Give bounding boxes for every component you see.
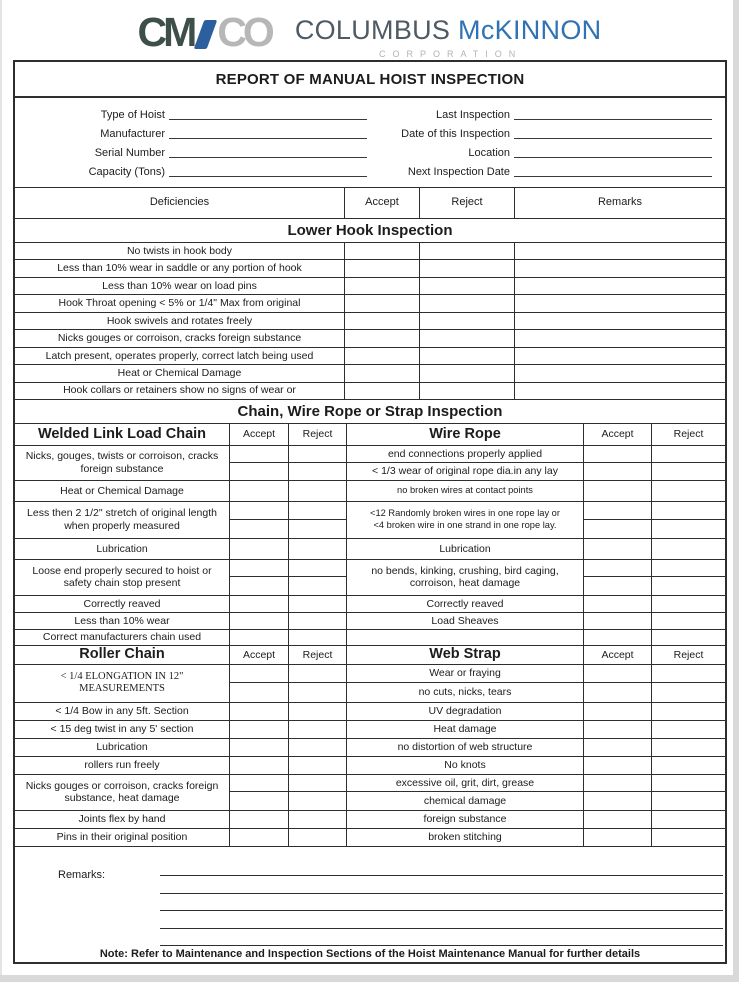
deficiency-line-2: <4 broken wire in one strand in one rope lay.	[373, 520, 557, 531]
remarks-cell[interactable]	[515, 243, 725, 259]
col-remarks: Remarks	[597, 196, 642, 209]
table-row	[15, 383, 725, 400]
brand-wordmark	[295, 10, 602, 59]
reject-cell[interactable]	[289, 446, 347, 463]
deficiency-label: Nicks, gouges, twists or corroison, cracks foreign substance	[15, 446, 230, 480]
deficiency-label: Correctly reaved	[347, 596, 584, 612]
accept-cell[interactable]	[584, 775, 652, 793]
accept-cell[interactable]	[584, 613, 652, 629]
remarks-line[interactable]	[160, 859, 723, 877]
reject-cell[interactable]	[420, 313, 515, 329]
table-row	[15, 278, 725, 295]
scan-edge-right	[733, 0, 739, 982]
deficiency-label	[347, 630, 584, 645]
deficiency-label: No knots	[347, 757, 584, 774]
deficiency-label	[15, 665, 230, 702]
table-band	[15, 811, 725, 829]
deficiency-label: Hook swivels and rotates freely	[15, 313, 345, 329]
remarks-line[interactable]	[160, 876, 723, 894]
accept-cell[interactable]	[345, 278, 420, 294]
accept-cell[interactable]	[230, 481, 289, 501]
reject-cell[interactable]	[652, 811, 725, 828]
accept-cell[interactable]	[584, 829, 652, 846]
reject-cell[interactable]	[420, 278, 515, 294]
table-band	[15, 630, 725, 646]
reject-cell[interactable]	[420, 295, 515, 311]
deficiency-label	[347, 502, 584, 538]
accept-cell[interactable]	[584, 792, 652, 810]
deficiency-label: Wear or fraying	[347, 665, 584, 684]
accept-cell[interactable]	[230, 502, 289, 520]
accept-cell[interactable]	[345, 260, 420, 276]
reject-cell[interactable]	[652, 502, 725, 520]
accept-cell[interactable]	[230, 739, 289, 756]
roller-table-header	[15, 646, 725, 665]
col-reject: Reject	[673, 428, 704, 441]
field-date-of-inspection[interactable]	[514, 126, 712, 139]
accept-cell[interactable]	[345, 295, 420, 311]
label-capacity: Capacity (Tons)	[88, 166, 165, 178]
reject-cell[interactable]	[420, 260, 515, 276]
reject-cell[interactable]	[289, 703, 347, 720]
table-row	[15, 365, 725, 382]
accept-cell[interactable]	[230, 811, 289, 828]
accept-cell[interactable]	[230, 792, 289, 810]
accept-cell[interactable]	[584, 539, 652, 559]
reject-cell[interactable]	[652, 739, 725, 756]
deficiency-label: no bends, kinking, crushing, bird caging, corroison, heat damage	[347, 560, 584, 595]
deficiency-label: no cuts, nicks, tears	[347, 683, 584, 702]
accept-cell[interactable]	[584, 630, 652, 645]
reject-cell[interactable]	[289, 502, 347, 520]
accept-cell[interactable]	[230, 630, 289, 645]
deficiency-label: chemical damage	[347, 792, 584, 810]
deficiency-label: Load Sheaves	[347, 613, 584, 629]
field-serial-number[interactable]	[169, 145, 367, 158]
section-chain-title: Chain, Wire Rope or Strap Inspection	[15, 400, 725, 424]
field-next-inspection-date[interactable]	[514, 164, 712, 177]
deficiency-line-1: <12 Randomly broken wires in one rope lay or	[370, 508, 560, 519]
field-type-of-hoist[interactable]	[169, 107, 367, 120]
table-band	[15, 560, 725, 596]
main-table-header	[15, 188, 725, 219]
deficiency-label: broken stitching	[347, 829, 584, 846]
reject-cell[interactable]	[420, 330, 515, 346]
remarks-line[interactable]	[160, 894, 723, 912]
deficiency-label: Pins in their original position	[15, 829, 230, 846]
reject-cell[interactable]	[289, 792, 347, 810]
reject-cell[interactable]	[652, 757, 725, 774]
label-last-inspection: Last Inspection	[436, 109, 510, 121]
reject-cell[interactable]	[289, 481, 347, 501]
accept-cell[interactable]	[345, 330, 420, 346]
section-lower-hook-title: Lower Hook Inspection	[15, 219, 725, 243]
reject-cell[interactable]	[420, 365, 515, 381]
col-accept: Accept	[230, 646, 289, 664]
table-row	[15, 243, 725, 260]
remarks-cell[interactable]	[515, 313, 725, 329]
table-band	[15, 481, 725, 502]
accept-cell[interactable]	[230, 596, 289, 612]
reject-cell[interactable]	[652, 721, 725, 738]
accept-cell[interactable]	[584, 463, 652, 480]
reject-cell[interactable]	[652, 520, 725, 538]
deficiency-label: No twists in hook body	[15, 243, 345, 259]
reject-cell[interactable]	[652, 446, 725, 463]
table-band	[15, 739, 725, 757]
field-location[interactable]	[514, 145, 712, 158]
label-manufacturer: Manufacturer	[100, 128, 165, 140]
reject-cell[interactable]	[289, 739, 347, 756]
deficiency-label: Heat damage	[347, 721, 584, 738]
deficiency-label: Correct manufacturers chain used	[15, 630, 230, 645]
table-row	[15, 348, 725, 365]
chain-table-header	[15, 424, 725, 446]
reject-cell[interactable]	[420, 383, 515, 399]
table-band	[15, 829, 725, 847]
accept-cell[interactable]	[230, 539, 289, 559]
accept-cell[interactable]	[584, 577, 652, 595]
table-row	[15, 260, 725, 277]
reject-cell[interactable]	[289, 630, 347, 645]
reject-cell[interactable]	[652, 775, 725, 793]
deficiency-label: < 15 deg twist in any 5' section	[15, 721, 230, 738]
accept-cell[interactable]	[584, 721, 652, 738]
col-accept: Accept	[345, 188, 420, 218]
reject-cell[interactable]	[289, 539, 347, 559]
table-row	[15, 313, 725, 330]
remarks-cell[interactable]	[515, 348, 725, 364]
label-next-inspection-date: Next Inspection Date	[407, 166, 510, 178]
scan-edge-bottom	[0, 975, 739, 982]
accept-cell[interactable]	[230, 560, 289, 578]
reject-cell[interactable]	[289, 463, 347, 480]
deficiency-label: foreign substance	[347, 811, 584, 828]
remarks-label: Remarks:	[58, 868, 106, 881]
accept-cell[interactable]	[230, 703, 289, 720]
brand-name-columbus: COLUMBUS	[294, 15, 451, 45]
table-band	[15, 665, 725, 703]
accept-cell[interactable]	[230, 446, 289, 463]
accept-cell[interactable]	[584, 811, 652, 828]
logo-cm-letters: CM	[137, 9, 194, 55]
accept-cell[interactable]	[584, 481, 652, 501]
accept-cell[interactable]	[230, 577, 289, 595]
footer-note: Note: Refer to Maintenance and Inspection Sections of the Hoist Maintenance Manual for further details	[99, 948, 641, 960]
reject-cell[interactable]	[289, 613, 347, 629]
accept-cell[interactable]	[230, 665, 289, 684]
table-band	[15, 613, 725, 630]
logo-co-letters: CO	[217, 9, 271, 55]
table-band	[15, 446, 725, 481]
accept-cell[interactable]	[230, 463, 289, 480]
reject-cell[interactable]	[289, 683, 347, 702]
remarks-line[interactable]	[160, 929, 723, 947]
accept-cell[interactable]	[230, 721, 289, 738]
deficiency-label: rollers run freely	[15, 757, 230, 774]
accept-cell[interactable]	[230, 757, 289, 774]
accept-cell[interactable]	[345, 243, 420, 259]
table-band	[15, 596, 725, 613]
reject-cell[interactable]	[652, 613, 725, 629]
reject-cell[interactable]	[652, 539, 725, 559]
field-capacity[interactable]	[169, 164, 367, 177]
scan-edge-left	[0, 0, 2, 982]
reject-cell[interactable]	[289, 665, 347, 684]
deficiency-label: Heat or Chemical Damage	[15, 481, 230, 501]
accept-cell[interactable]	[230, 775, 289, 793]
reject-cell[interactable]	[289, 829, 347, 846]
label-date-of-inspection: Date of this Inspection	[401, 128, 510, 140]
accept-cell[interactable]	[584, 683, 652, 702]
accept-cell[interactable]	[584, 596, 652, 612]
info-fields-section	[15, 98, 725, 188]
form-title: REPORT OF MANUAL HOIST INSPECTION	[15, 62, 725, 98]
reject-cell[interactable]	[652, 560, 725, 578]
remarks-line[interactable]	[160, 911, 723, 929]
col-accept: Accept	[230, 424, 289, 445]
accept-cell[interactable]	[230, 520, 289, 538]
brand-name-mckinnon: McKINNON	[458, 15, 602, 45]
reject-cell[interactable]	[652, 481, 725, 501]
deficiency-label: < 1/3 wear of original rope dia.in any lay	[347, 463, 584, 480]
table-band	[15, 539, 725, 560]
deficiency-label: Joints flex by hand	[15, 811, 230, 828]
accept-cell[interactable]	[230, 683, 289, 702]
remarks-cell[interactable]	[515, 383, 725, 399]
deficiency-label: Nicks gouges or corroison, cracks foreign substance, heat damage	[15, 775, 230, 810]
reject-cell[interactable]	[652, 703, 725, 720]
deficiency-label: Less than 10% wear	[15, 613, 230, 629]
remarks-cell[interactable]	[515, 260, 725, 276]
field-manufacturer[interactable]	[169, 126, 367, 139]
col-reject: Reject	[289, 424, 347, 445]
remarks-cell[interactable]	[515, 295, 725, 311]
deficiency-label: no distortion of web structure	[347, 739, 584, 756]
accept-cell[interactable]	[230, 613, 289, 629]
reject-cell[interactable]	[289, 775, 347, 793]
label-serial-number: Serial Number	[94, 147, 165, 159]
reject-cell[interactable]	[420, 348, 515, 364]
reject-cell[interactable]	[652, 683, 725, 702]
reject-cell[interactable]	[289, 577, 347, 595]
accept-cell[interactable]	[345, 313, 420, 329]
reject-cell[interactable]	[652, 596, 725, 612]
reject-cell[interactable]	[289, 757, 347, 774]
reject-cell[interactable]	[289, 596, 347, 612]
reject-cell[interactable]	[289, 520, 347, 538]
accept-cell[interactable]	[345, 383, 420, 399]
col-reject: Reject	[673, 648, 704, 661]
deficiency-label: Hook Throat opening < 5% or 1/4" Max from original	[15, 295, 345, 311]
accept-cell[interactable]	[584, 520, 652, 538]
cmco-logo-icon	[138, 10, 271, 53]
deficiency-label: Nicks gouges or corroison, cracks foreign substance	[15, 330, 345, 346]
reject-cell[interactable]	[652, 463, 725, 480]
accept-cell[interactable]	[584, 757, 652, 774]
remarks-cell[interactable]	[515, 365, 725, 381]
table-band	[15, 775, 725, 811]
inspection-form	[13, 60, 727, 964]
reject-cell[interactable]	[652, 665, 725, 684]
deficiency-label: Loose end properly secured to hoist or safety chain stop present	[15, 560, 230, 595]
deficiency-text: < 1/4 ELONGATION IN 12" MEASUREMENTS	[60, 670, 184, 695]
reject-cell[interactable]	[289, 721, 347, 738]
accept-cell[interactable]	[584, 665, 652, 684]
accept-cell[interactable]	[584, 739, 652, 756]
accept-cell[interactable]	[584, 703, 652, 720]
deficiency-label: Heat or Chemical Damage	[15, 365, 345, 381]
accept-cell[interactable]	[345, 365, 420, 381]
table-row	[15, 295, 725, 312]
reject-cell[interactable]	[652, 829, 725, 846]
col-web-strap: Web Strap	[347, 646, 584, 664]
accept-cell[interactable]	[584, 502, 652, 520]
reject-cell[interactable]	[289, 811, 347, 828]
deficiency-label: Less then 2 1/2" stretch of original length when properly measured	[15, 502, 230, 538]
reject-cell[interactable]	[289, 560, 347, 578]
deficiency-label: excessive oil, grit, dirt, grease	[347, 775, 584, 793]
reject-cell[interactable]	[652, 630, 725, 645]
brand-header	[0, 0, 739, 58]
deficiency-label: end connections properly applied	[347, 446, 584, 463]
accept-cell[interactable]	[584, 560, 652, 578]
reject-cell[interactable]	[652, 792, 725, 810]
col-deficiencies: Deficiencies	[15, 188, 345, 218]
col-reject: Reject	[289, 646, 347, 664]
col-accept: Accept	[584, 646, 652, 664]
deficiency-label: Correctly reaved	[15, 596, 230, 612]
table-band	[15, 703, 725, 721]
deficiency-label: < 1/4 Bow in any 5ft. Section	[15, 703, 230, 720]
col-reject: Reject	[420, 188, 515, 218]
deficiency-label: Less than 10% wear on load pins	[15, 278, 345, 294]
col-accept: Accept	[584, 424, 652, 445]
remarks-cell[interactable]	[515, 278, 725, 294]
field-last-inspection[interactable]	[514, 107, 712, 120]
deficiency-label: Lubrication	[15, 739, 230, 756]
deficiency-label: Lubrication	[15, 539, 230, 559]
remarks-section	[15, 847, 725, 962]
brand-subtitle: CORPORATION	[378, 49, 523, 59]
deficiency-label: Hook collars or retainers show no signs of wear or	[15, 383, 345, 399]
accept-cell[interactable]	[230, 829, 289, 846]
accept-cell[interactable]	[584, 446, 652, 463]
deficiency-label: UV degradation	[347, 703, 584, 720]
deficiency-label: Less than 10% wear in saddle or any portion of hook	[15, 260, 345, 276]
col-roller-chain: Roller Chain	[15, 646, 230, 664]
label-location: Location	[468, 147, 510, 159]
deficiency-label: no broken wires at contact points	[347, 481, 584, 501]
table-band	[15, 502, 725, 539]
col-welded-link-load-chain: Welded Link Load Chain	[15, 424, 230, 445]
reject-cell[interactable]	[420, 243, 515, 259]
label-type-of-hoist: Type of Hoist	[100, 109, 165, 121]
deficiency-label: Latch present, operates properly, correct latch being used	[15, 348, 345, 364]
remarks-cell[interactable]	[515, 330, 725, 346]
table-row	[15, 330, 725, 347]
reject-cell[interactable]	[652, 577, 725, 595]
accept-cell[interactable]	[345, 348, 420, 364]
table-band	[15, 721, 725, 739]
col-wire-rope: Wire Rope	[347, 424, 584, 445]
table-band	[15, 757, 725, 775]
deficiency-label: Lubrication	[347, 539, 584, 559]
